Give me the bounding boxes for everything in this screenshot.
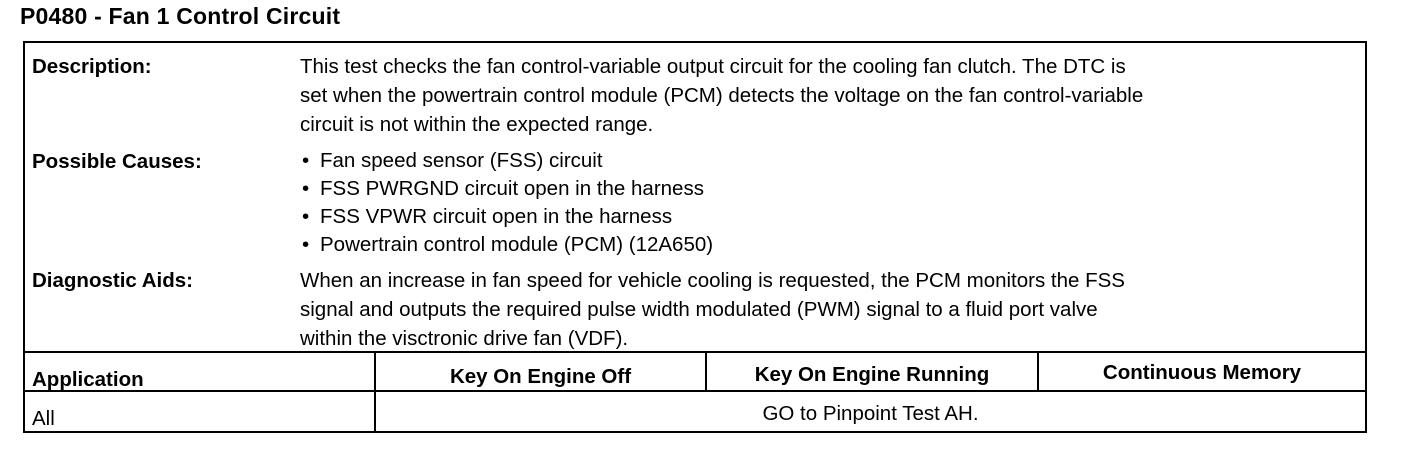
possible-causes-label: Possible Causes: <box>32 150 202 173</box>
possible-causes-list <box>300 147 1355 259</box>
dtc-table <box>23 41 1367 433</box>
description-text <box>300 52 1355 139</box>
description-line: This test checks the fan control-variable output circuit for the cooling fan clutch. The DTC is <box>300 55 1126 78</box>
header-key-on-engine-off: Key On Engine Off <box>449 365 632 388</box>
description-line: set when the powertrain control module (PCM) detects the voltage on the fan control-variable <box>300 84 1144 107</box>
page-title: P0480 - Fan 1 Control Circuit <box>20 3 341 29</box>
diagnostic-aids-text <box>300 266 1355 353</box>
possible-causes-text <box>300 147 1355 259</box>
header-application: Application <box>32 368 144 391</box>
cause-item: • FSS VPWR circuit open in the harness <box>300 203 1355 231</box>
application-value: All <box>32 407 55 430</box>
diagnostic-aids-label: Diagnostic Aids: <box>32 269 193 292</box>
cause-item: • Powertrain control module (PCM) (12A650) <box>300 231 1355 259</box>
header-continuous-memory: Continuous Memory <box>1102 361 1302 384</box>
description-line: circuit is not within the expected range. <box>300 113 654 136</box>
header-key-on-engine-running: Key On Engine Running <box>754 363 990 386</box>
aids-line: When an increase in fan speed for vehicle cooling is requested, the PCM monitors the FSS <box>300 269 1125 292</box>
aids-line: within the visctronic drive fan (VDF). <box>300 327 629 350</box>
aids-line: signal and outputs the required pulse width modulated (PWM) signal to a fluid port valve <box>300 298 1098 321</box>
table-divider <box>25 351 1365 353</box>
pinpoint-test-instruction: GO to Pinpoint Test AH. <box>762 402 979 425</box>
cause-item: • FSS PWRGND circuit open in the harness <box>300 175 1355 203</box>
description-label: Description: <box>32 55 152 78</box>
cause-item: • Fan speed sensor (FSS) circuit <box>300 147 1355 175</box>
